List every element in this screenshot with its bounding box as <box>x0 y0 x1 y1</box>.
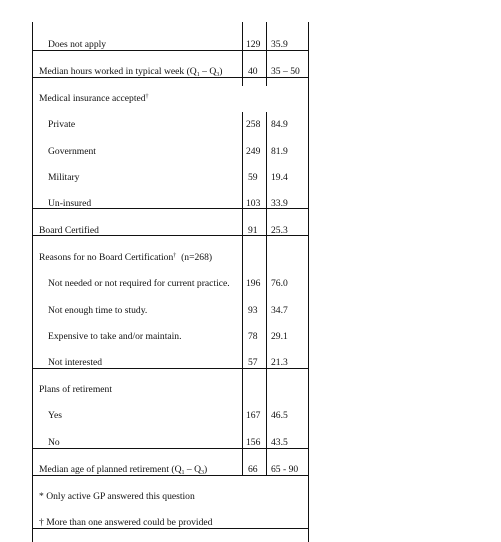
data-table <box>32 22 309 542</box>
row-count: 40 <box>248 66 258 77</box>
row-count: 78 <box>248 331 258 342</box>
row-label: Un-insured <box>48 198 92 209</box>
row-label: No <box>48 437 60 448</box>
row-label: Board Certified <box>39 225 99 236</box>
row-count: 57 <box>248 357 258 368</box>
column-divider-pct <box>266 458 267 476</box>
row-percent: 33.9 <box>271 198 288 209</box>
section-heading: Reasons for no Board Certification† (n=268) <box>39 252 213 263</box>
section-heading: Plans of retirement <box>39 384 112 395</box>
row-count: 103 <box>246 198 261 209</box>
column-divider-pct <box>266 112 267 418</box>
row-count: 59 <box>248 172 258 183</box>
row-count: 258 <box>246 119 261 130</box>
row-label: Government <box>48 146 96 157</box>
column-divider-n <box>242 112 243 418</box>
row-rule <box>33 50 308 51</box>
row-percent: 25.3 <box>271 225 288 236</box>
column-divider-n <box>242 22 243 60</box>
row-label: Yes <box>48 410 62 421</box>
row-percent: 29.1 <box>271 331 288 342</box>
row-rule <box>33 528 308 529</box>
row-percent: 84.9 <box>271 119 288 130</box>
row-label: Not interested <box>48 357 103 368</box>
row-rule <box>33 448 308 449</box>
row-count: 167 <box>246 410 261 421</box>
row-rule <box>33 77 308 78</box>
column-divider-pct <box>266 22 267 60</box>
row-rule <box>33 475 308 476</box>
row-label: Not needed or not required for current practice. <box>48 278 230 289</box>
row-label: Median age of planned retirement $(Q_1 - Q_3)$ <box>39 464 208 476</box>
row-percent: 76.0 <box>271 278 288 289</box>
row-label: Expensive to take and/or maintain. <box>48 331 182 342</box>
row-percent: 65 - 90 <box>271 464 299 475</box>
row-percent: 81.9 <box>271 146 288 157</box>
row-label: Median hours worked in typical week $(Q_1 - Q_3)$ <box>39 66 223 78</box>
row-count: 66 <box>248 464 258 475</box>
row-percent: 35.9 <box>271 39 288 50</box>
section-heading: Medical insurance accepted† <box>39 93 149 104</box>
row-percent: 19.4 <box>271 172 288 183</box>
row-percent: 43.5 <box>271 437 288 448</box>
column-divider-n <box>242 458 243 476</box>
row-label: Does not apply <box>48 39 107 50</box>
row-count: 93 <box>248 305 258 316</box>
row-label: Not enough time to study. <box>48 305 148 316</box>
column-divider-pct <box>266 60 267 86</box>
row-rule <box>33 368 308 369</box>
row-count: 129 <box>246 39 261 50</box>
row-label: Military <box>48 172 80 183</box>
column-divider-n <box>242 60 243 86</box>
footnote-multiple-answers: † More than one answered could be provided <box>39 517 213 528</box>
row-count: 249 <box>246 146 261 157</box>
row-percent: 34.7 <box>271 305 288 316</box>
row-percent: 21.3 <box>271 357 288 368</box>
row-count: 156 <box>246 437 261 448</box>
row-percent: 35 – 50 <box>271 66 300 77</box>
row-count: 196 <box>246 278 261 289</box>
row-count: 91 <box>248 225 258 236</box>
row-label: Private <box>48 119 76 130</box>
footnote-active-gp: * Only active GP answered this question <box>39 491 195 502</box>
row-percent: 46.5 <box>271 410 288 421</box>
